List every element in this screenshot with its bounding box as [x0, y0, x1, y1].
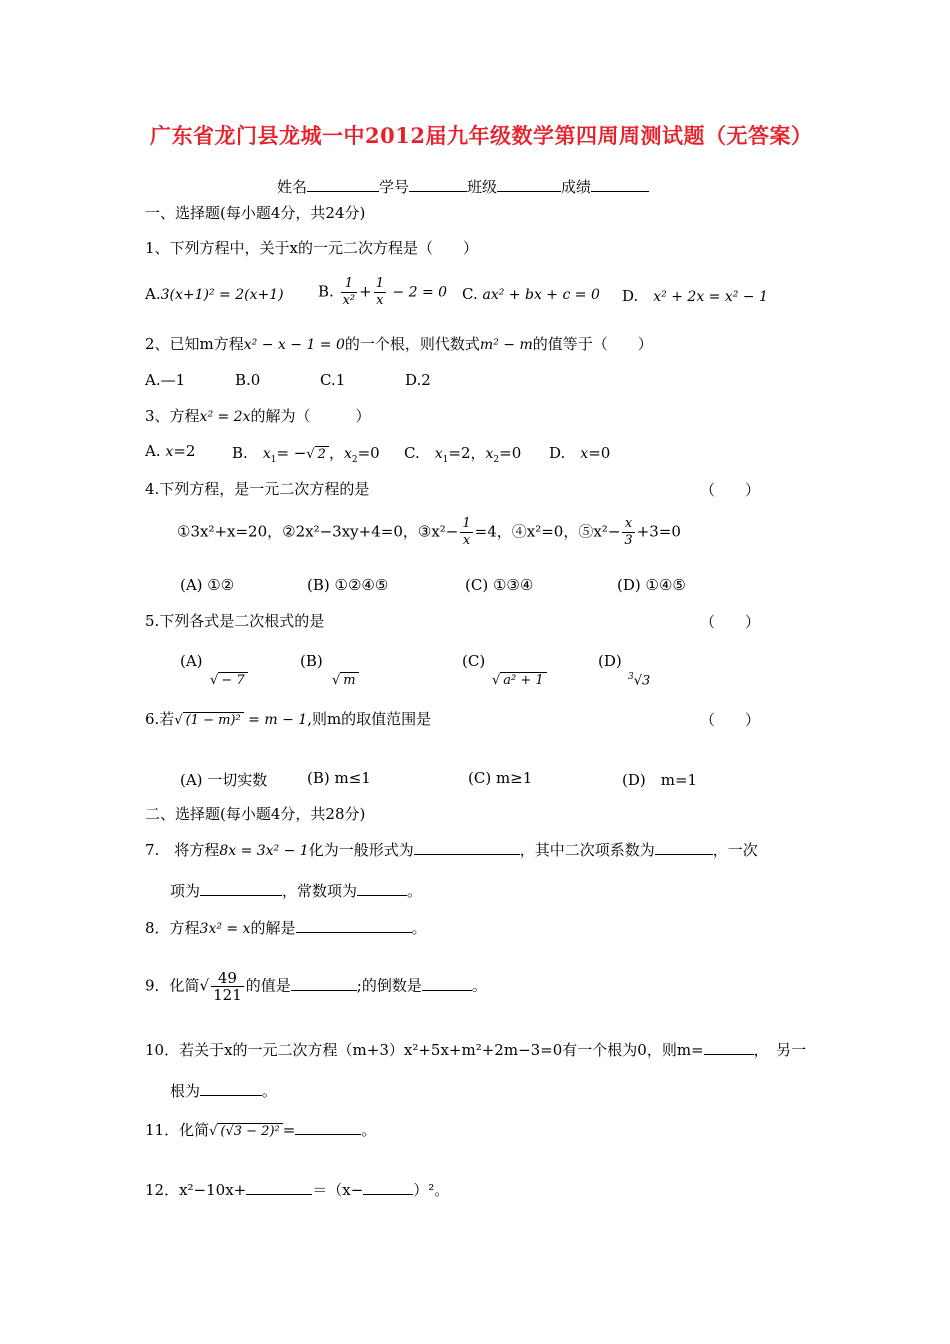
question-11: 11．化简√ (√3 − 2)² = 。 — [145, 1121, 377, 1139]
q5-option-a: (A) √ − 7 — [180, 652, 248, 688]
q5-option-c: (C) √ a² + 1 — [462, 652, 547, 688]
question-12: 12．x²−10x+ ＝（x− ）²。 — [145, 1181, 450, 1199]
q4-option-c: (C) ①③④ — [465, 576, 534, 594]
q4-equation-list: ①3x²+x=20，②2x²−3xy+4=0，③x²− $\frac{1}{x}$ =4，④x²=0，⑤x²− $\frac{x}{3}$ +3=0 — [177, 516, 681, 548]
question-7: 7. 将方程8x = 3x² − 1化为一般形式为 ，其中二次项系数为 ，一次 — [145, 841, 758, 859]
question-3: 3、方程x² = 2x的解为（ ） — [145, 407, 371, 425]
q1-option-b: B. $\frac{1}{\text{x²}}$ + $\frac{1}{x}$ − 2 = 0 — [318, 276, 448, 308]
q3-option-b: B. $x_1=$ −√ 2 ，$x_2=0$ — [232, 444, 380, 465]
q2-option-a: A.—1 — [145, 371, 186, 389]
q5-answer-bracket[interactable]: （ ） — [700, 613, 761, 631]
q10-blank-other-root[interactable] — [200, 1081, 262, 1096]
q6-option-d: (D) m=1 — [622, 771, 698, 789]
question-2: 2、已知m方程x² − x − 1 = 0的一个根，则代数式m² − m的值等于（ ） — [145, 335, 653, 353]
q7-blank-general-form[interactable] — [414, 840, 520, 855]
class-blank[interactable] — [497, 177, 561, 192]
q7-blank-quadratic-coef[interactable] — [655, 840, 713, 855]
q9-blank-value[interactable] — [291, 976, 357, 991]
score-blank[interactable] — [591, 177, 649, 192]
q1-option-c: C. ax² + bx + c = 0 — [462, 285, 600, 303]
q6-option-a: (A) 一切实数 — [180, 771, 268, 789]
question-4: 4.下列方程，是一元二次方程的是 — [145, 480, 370, 498]
q6-option-b: (B) m≤1 — [307, 769, 371, 787]
q4-option-d: (D) ①④⑤ — [617, 576, 686, 594]
q3-option-c: C. $x_1=2$，$x_2=0$ — [404, 444, 522, 465]
question-10-cont: 根为 。 — [170, 1082, 278, 1100]
q7-blank-linear-term[interactable] — [200, 881, 282, 896]
id-label: 学号 — [379, 178, 410, 196]
q4-option-b: (B) ①②④⑤ — [307, 576, 389, 594]
section-2-heading: 二、选择题(每小题4分，共28分) — [145, 805, 366, 823]
q4-answer-bracket[interactable]: （ ） — [700, 481, 761, 499]
q11-blank[interactable] — [295, 1120, 361, 1135]
question-8: 8．方程3x² = x的解是 。 — [145, 919, 427, 937]
q12-blank-constant[interactable] — [246, 1180, 312, 1195]
name-label: 姓名 — [277, 178, 308, 196]
q10-blank-m[interactable] — [704, 1040, 754, 1055]
q5-option-d: (D) $^3$√3 — [598, 652, 651, 688]
q6-answer-bracket[interactable]: （ ） — [700, 711, 761, 729]
q2-option-d: D.2 — [405, 371, 431, 389]
question-6: 6.若√ (1 − m)² = m − 1,则m的取值范围是 — [145, 710, 432, 728]
student-info-line — [277, 176, 649, 197]
q3-option-d: D. x=0 — [549, 444, 611, 462]
id-blank[interactable] — [409, 177, 467, 192]
q2-option-c: C.1 — [320, 371, 346, 389]
q2-option-b: B.0 — [235, 371, 261, 389]
section-1-heading: 一、选择题(每小题4分，共24分) — [145, 204, 366, 222]
q3-option-a: A. x=2 — [145, 442, 196, 460]
question-7-cont: 项为 ，常数项为 。 — [170, 882, 423, 900]
question-9: 9．化简√ $\frac{49}{121}$ 的值是 ;的倒数是 。 — [145, 969, 487, 1004]
question-10: 10．若关于x的一元二次方程（m+3）x²+5x+m²+2m−3=0有一个根为0，则m= ， 另一 — [145, 1041, 807, 1059]
question-5: 5.下列各式是二次根式的是 — [145, 612, 325, 630]
q7-blank-constant[interactable] — [357, 881, 407, 896]
q8-blank[interactable] — [296, 918, 412, 933]
name-blank[interactable] — [307, 177, 379, 192]
q6-option-c: (C) m≥1 — [468, 769, 533, 787]
score-label: 成绩 — [561, 178, 592, 196]
q1-option-a: A.3(x+1)² = 2(x+1) — [145, 285, 284, 303]
q12-blank-square[interactable] — [363, 1180, 413, 1195]
q9-blank-reciprocal[interactable] — [422, 976, 472, 991]
class-label: 班级 — [467, 178, 498, 196]
page-title: 广东省龙门县龙城一中2012届九年级数学第四周周测试题（无答案） — [150, 123, 813, 148]
q5-option-b: (B) √ m — [300, 652, 359, 688]
question-1: 1、下列方程中，关于x的一元二次方程是（ ） — [145, 239, 479, 257]
q1-option-d: D. x² + 2x = x² − 1 — [622, 287, 768, 305]
q4-option-a: (A) ①② — [180, 576, 235, 594]
